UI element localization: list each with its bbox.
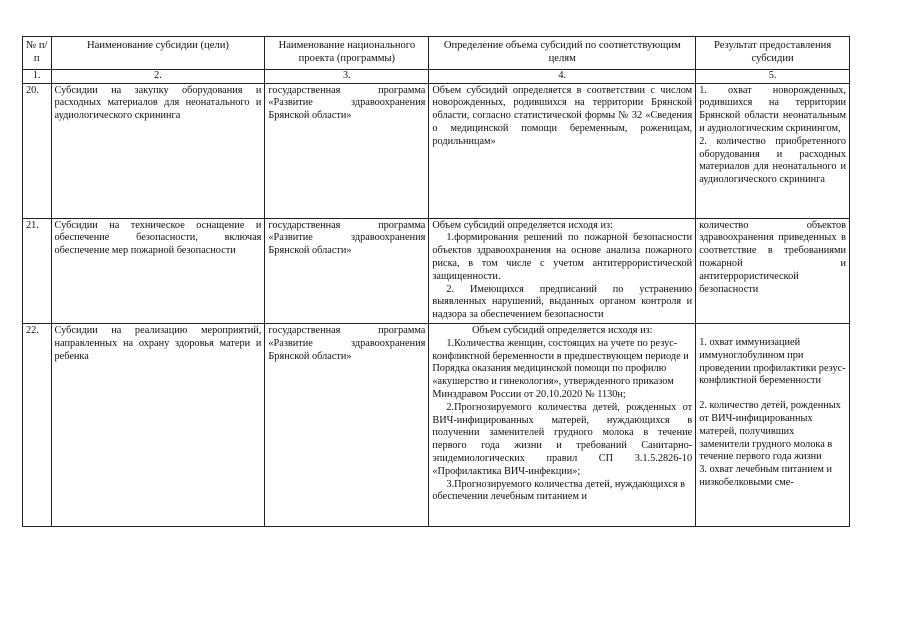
subsidy-name-cell: Субсидии на техническое оснащение и обеспечение безопасности, включая обеспечение мер пожарной безопасности — [51, 218, 265, 323]
column-number: 5. — [696, 69, 850, 83]
column-number: 3. — [265, 69, 429, 83]
row-index: 20. — [23, 83, 52, 218]
header-result: Результат предоставления субсидии — [696, 37, 850, 70]
volume-paragraph: Объем субсидий определяется в соответствии с числом новорожденных, родившихся на территории Брянской области, согласно статистической формы № 32 «Сведения о медицинской помощи беременным, роженицам, родильницам» — [432, 84, 693, 147]
table-row — [23, 83, 850, 218]
header-subsidy-name: Наименование субсидии (цели) — [51, 37, 265, 70]
volume-paragraph: 1.формирования решений по пожарной безопасности объектов здравоохранения на основе анализа пожарного риска, в том числе с учетом антитеррористической защищенности. — [432, 232, 693, 282]
program-cell: государственная программа «Развитие здравоохранения Брянской области» — [265, 218, 429, 323]
volume-paragraph: 2. Имеющихся предписаний по устранению выявленных нарушений, выданных органом контроля и надзора за обеспечением безопасности — [432, 283, 693, 321]
result-paragraph: 2. количество приобретенного оборудования и расходных материалов для неонатального и аудиологического скрининга — [699, 135, 846, 186]
program-cell: государственная программа «Развитие здравоохранения Брянской области» — [265, 323, 429, 526]
column-number: 2. — [51, 69, 265, 83]
result-paragraph: 3. охват лечебным питанием и низкобелковыми сме- — [699, 464, 832, 488]
subsidies-table — [22, 36, 850, 527]
column-number: 1. — [23, 69, 52, 83]
result-paragraph: количество объектов здравоохранения приведенных в соответствие в требованиями пожарной и антитеррористической безопасности — [699, 219, 846, 295]
volume-cell — [429, 218, 696, 323]
volume-paragraph: 3.Прогнозируемого количества детей, нуждающихся в обеспечении лечебным питанием и — [432, 478, 686, 503]
result-paragraph: 2. количество детей, рожденных от ВИЧ-инфицированных матерей, получивших заменители грудного молока в течение первого года жизни — [699, 400, 841, 463]
result-cell — [696, 323, 850, 526]
volume-paragraph: 2.Прогнозируемого количества детей, рожденных от ВИЧ-инфицированных матерей, нуждающихся в получении заменителей грудного молока в течение первого года жизни и требований Санитарно-эпидемиологических правил СП 3.1.5.2826-10 «Профилактика ВИЧ-инфекции»; — [432, 401, 693, 477]
result-cell — [696, 83, 850, 218]
volume-paragraph: Объем субсидий определяется исходя из: — [471, 324, 653, 336]
column-number-row — [23, 69, 850, 83]
table-header-row — [23, 37, 850, 70]
volume-paragraph: Объем субсидий определяется исходя из: — [432, 219, 613, 231]
result-cell — [696, 218, 850, 323]
header-project-name: Наименование национального проекта (программы) — [265, 37, 429, 70]
table-row — [23, 323, 850, 526]
volume-cell — [429, 323, 696, 526]
row-index: 21. — [23, 218, 52, 323]
header-number: № п/п — [23, 37, 52, 70]
subsidy-name-cell: Субсидии на закупку оборудования и расходных материалов для неонатального и аудиологического скрининга — [51, 83, 265, 218]
row-index: 22. — [23, 323, 52, 526]
program-cell: государственная программа «Развитие здравоохранения Брянской области» — [265, 83, 429, 218]
volume-cell — [429, 83, 696, 218]
volume-paragraph: 1.Количества женщин, состоящих на учете по резус-конфликтной беременности в предшествующем периоде и Порядка оказания медицинской помощи по профилю «акушерство и гинекология», утвержденного приказом Минздравом России от 20.10.2020 № 1130н; — [432, 337, 689, 400]
result-paragraph: 1. охват иммунизацией иммуноглобулином при проведении профилактики резус-конфликтной беременности — [699, 336, 846, 387]
column-number: 4. — [429, 69, 696, 83]
subsidy-name-cell: Субсидии на реализацию мероприятий, направленных на охрану здоровья матери и ребенка — [51, 323, 265, 526]
result-paragraph: 1. охват новорожденных, родившихся на территории Брянской области неонатальным и аудиологическим скринингом, — [699, 84, 846, 134]
table-row — [23, 218, 850, 323]
header-volume-definition: Определение объема субсидий по соответствующим целям — [429, 37, 696, 70]
